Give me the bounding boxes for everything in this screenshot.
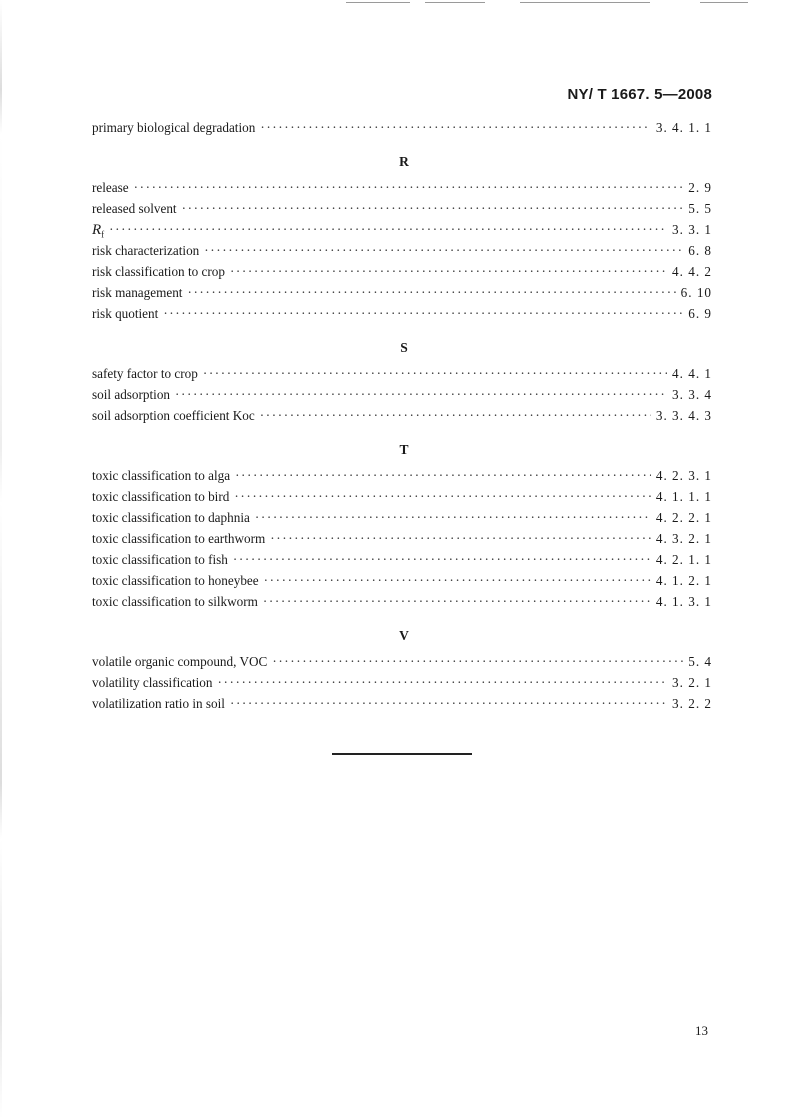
index-ref: 4. 2. 3. 1	[655, 468, 712, 483]
index-term: toxic classification to honeybee	[92, 573, 259, 588]
dot-leader	[182, 201, 684, 217]
scan-artifact	[346, 2, 410, 3]
index-ref: 4. 4. 1	[672, 366, 712, 381]
index-entry	[92, 489, 712, 510]
dot-leader	[230, 264, 667, 280]
dot-leader	[272, 654, 683, 670]
index-ref: 3. 3. 4. 3	[655, 408, 712, 423]
index-ref: 4. 2. 1. 1	[655, 552, 712, 567]
dot-leader	[260, 408, 651, 424]
index-entry	[92, 531, 712, 552]
index-term: soil adsorption coefficient Koc	[92, 408, 255, 423]
index-ref: 4. 1. 2. 1	[655, 573, 712, 588]
index-ref: 4. 1. 1. 1	[655, 489, 712, 504]
index-entry	[92, 675, 712, 696]
index-term-symbol: R	[92, 222, 102, 238]
scan-edge	[0, 0, 2, 1119]
index-term: risk quotient	[92, 306, 159, 321]
index-ref: 3. 2. 1	[672, 675, 712, 690]
index-entry	[92, 285, 712, 306]
index-term: released solvent	[92, 201, 177, 216]
index-list	[92, 120, 712, 717]
dot-leader	[260, 120, 651, 136]
index-entry	[92, 408, 712, 429]
dot-leader	[235, 468, 651, 484]
index-ref: 3. 3. 4	[672, 387, 712, 402]
index-term: toxic classification to bird	[92, 489, 230, 504]
index-entry	[92, 120, 712, 141]
index-entry	[92, 468, 712, 489]
index-term: risk management	[92, 285, 183, 300]
index-entry	[92, 387, 712, 408]
index-term: toxic classification to silkworm	[92, 594, 258, 609]
index-term: primary biological degradation	[92, 120, 256, 135]
index-entry	[92, 552, 712, 573]
index-ref: 2. 9	[688, 180, 712, 195]
dot-leader	[263, 594, 651, 610]
index-term: volatilization ratio in soil	[92, 696, 225, 711]
standard-number: NY/ T 1667. 5—2008	[567, 86, 712, 103]
scan-artifact	[425, 2, 485, 3]
index-term: safety factor to crop	[92, 366, 198, 381]
dot-leader	[233, 552, 651, 568]
index-ref: 5. 4	[688, 654, 712, 669]
index-term: toxic classification to earthworm	[92, 531, 266, 546]
index-ref: 4. 4. 2	[672, 264, 712, 279]
dot-leader	[187, 285, 675, 301]
index-entry	[92, 573, 712, 594]
dot-leader	[163, 306, 683, 322]
index-term-subscript: f	[101, 229, 105, 240]
section-letter-r: R	[399, 154, 409, 169]
index-entry	[92, 264, 712, 285]
index-ref: 4. 2. 2. 1	[655, 510, 712, 525]
index-entry	[92, 696, 712, 717]
index-ref: 6. 8	[688, 243, 712, 258]
index-entry	[92, 222, 712, 243]
scan-artifact	[520, 2, 650, 3]
page-number: 13	[695, 1023, 708, 1038]
index-entry	[92, 366, 712, 387]
index-entry	[92, 510, 712, 531]
index-ref: 5. 5	[688, 201, 712, 216]
dot-leader	[270, 531, 651, 547]
index-entry	[92, 201, 712, 222]
index-entry	[92, 306, 712, 327]
index-ref: 4. 3. 2. 1	[655, 531, 712, 546]
end-rule	[332, 753, 472, 755]
index-entry	[92, 243, 712, 264]
index-ref: 3. 4. 1. 1	[655, 120, 712, 135]
index-term: volatility classification	[92, 675, 213, 690]
index-ref: 6. 9	[688, 306, 712, 321]
dot-leader	[234, 489, 651, 505]
dot-leader	[218, 675, 668, 691]
dot-leader	[255, 510, 651, 526]
index-ref: 6. 10	[680, 285, 712, 300]
index-ref: 3. 2. 2	[672, 696, 712, 711]
index-term: toxic classification to daphnia	[92, 510, 250, 525]
index-term: soil adsorption	[92, 387, 171, 402]
dot-leader	[134, 180, 684, 196]
index-ref: 3. 3. 1	[672, 222, 712, 237]
index-entry	[92, 180, 712, 201]
dot-leader	[109, 222, 667, 238]
section-letter-t: T	[399, 442, 409, 457]
dot-leader	[204, 243, 683, 259]
section-letter-v: V	[399, 628, 409, 643]
index-term: risk characterization	[92, 243, 200, 258]
index-entry	[92, 594, 712, 615]
scan-artifact	[700, 2, 748, 3]
index-term: toxic classification to alga	[92, 468, 231, 483]
index-term: toxic classification to fish	[92, 552, 228, 567]
index-term: release	[92, 180, 129, 195]
dot-leader	[203, 366, 667, 382]
index-entry	[92, 654, 712, 675]
section-letter-s: S	[400, 340, 408, 355]
index-ref: 4. 1. 3. 1	[655, 594, 712, 609]
index-term	[92, 222, 104, 240]
dot-leader	[175, 387, 667, 403]
dot-leader	[230, 696, 667, 712]
index-term: volatile organic compound, VOC	[92, 654, 268, 669]
index-term: risk classification to crop	[92, 264, 225, 279]
dot-leader	[264, 573, 651, 589]
